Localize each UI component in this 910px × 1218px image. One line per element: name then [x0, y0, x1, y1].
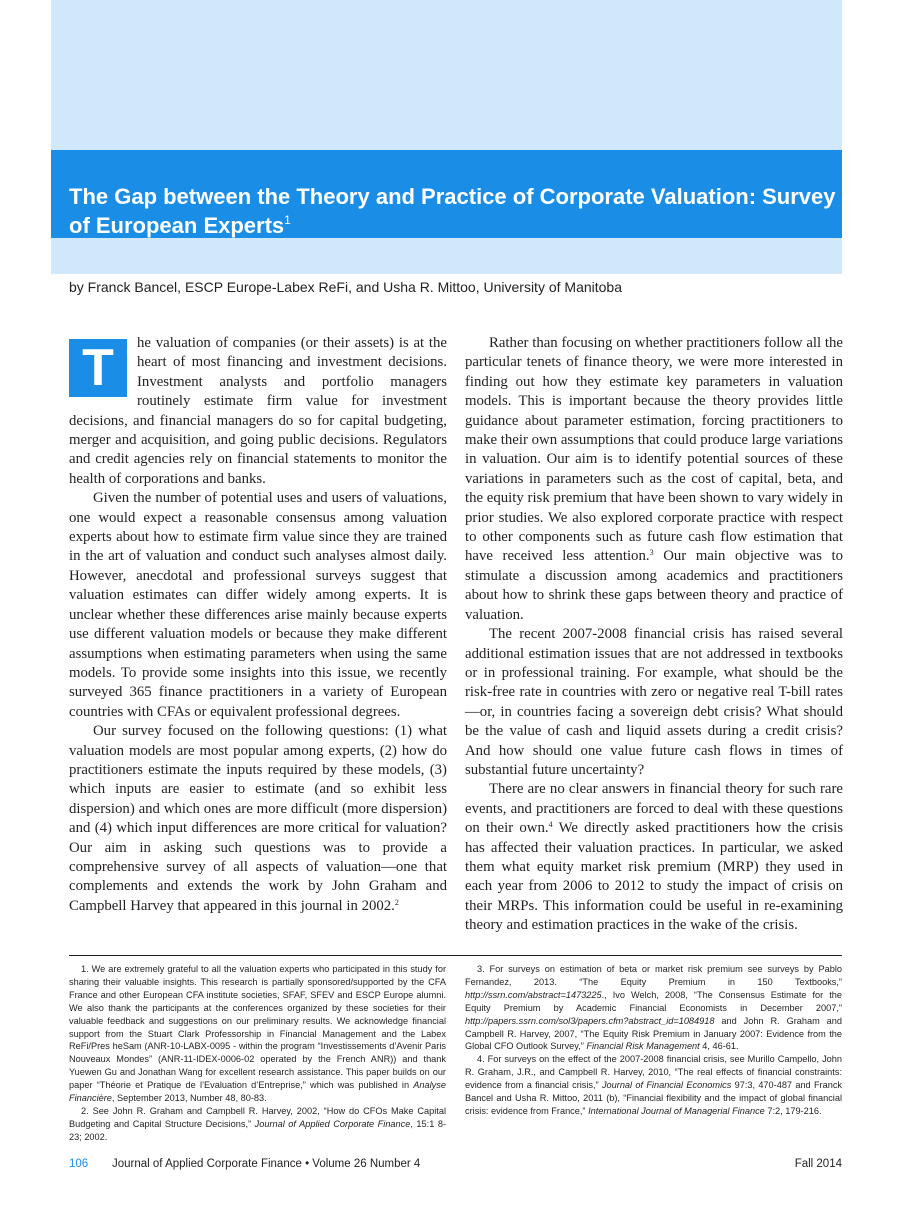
title-lower-band [51, 238, 842, 274]
journal-name: International Journal of Managerial Finance [588, 1105, 765, 1116]
footnote-text: 3. For surveys on estimation of beta or market risk premium see surveys by Pablo Fernandez, 2013. “The Equity Premium in 150 Textbooks,” [465, 964, 842, 987]
article-title [69, 182, 839, 240]
byline: by Franck Bancel, ESCP Europe-Labex ReFi, and Usha R. Mittoo, University of Manitoba [69, 279, 622, 295]
paragraph-text: Our survey focused on the following questions: (1) what valuation models are most popular among experts, (2) how do practitioners estimate the inputs required by these models, (3) which inputs are easier to estimate (and so exhibit less dispersion) and which ones are more difficult (more dispersion) and (4) which input differences are more critical for valuation? Our aim in asking such questions was to provide a comprehensive survey of all aspects of valuation—one that complements and extends the work by John Graham and Campbell Harvey that appeared in this journal in 2002. [69, 723, 447, 914]
footnote-text: 97:3, 470-487 and Franck Bancel and Usha R. Mittoo, 2011 (b), “Financial flexibility and the impact of global financial crisis: evidence from France,” [465, 1080, 843, 1116]
footnote-text: , 15:1 8-23; 2002. [69, 1118, 446, 1142]
footnote-4 [465, 1053, 842, 1118]
footnote-text: 7:2, 179-216. [767, 1105, 822, 1116]
footnote-link[interactable]: http://ssrn.com/abstract=1473225 [465, 989, 602, 1000]
paragraph-text: he valuation of companies (or their assets) is at the heart of most financing and investment decisions. Investment analysts and portfolio managers routinely estimate firm value for investment decisions, and financial managers do so for capital budgeting, merger and acquisition, and going public decisions. Regulators and credit agencies rely on financial statements to monitor the health of corporations and banks. [69, 335, 447, 487]
paragraph-text: We directly asked practitioners how the crisis has affected their valuation practices. In particular, we asked them what equity market risk premium (MRP) they used in each year from 2006 to 2012 to study the impact of crisis on their MRPs. This information could be useful in re-examining theory and estimation practices in the wake of the crisis. [465, 820, 843, 934]
paragraph-text: There are no clear answers in financial theory for such rare events, and practitioners are forced to deal with these questions on their own. [465, 781, 843, 837]
footnote-text: 1. We are extremely grateful to all the valuation experts who participated in this study for sharing their valuable insights. This research is partially sponsored/supported by the CFA France and other European CFA institute societies, SFAF, SFEV and ESCP Europe alumni. We also thank the participants at the conferences organized by these societies for their valuable feedback and suggestions on our preliminary results. We acknowledge financial support from the Stuart Clark Professorship in Financial Management and the Labex ReFi/Pres heSam (ANR-10-LABX-0095 - within the program “Investissements d’Avenir Paris Nouveaux Mondes” (ANR-11-IDEX-0006-02 operated by the French ANR)) and thank Yuewen Gu and Jonathan Wang for excellent research assistance. This paper builds on our paper “Théorie et Pratique de l’Evaluation d’Entreprise,” which was published in [69, 964, 446, 1091]
footnote-ref: 4 [548, 820, 553, 830]
body-paragraph: Given the number of potential uses and users of valuations, one would expect a reasonable consensus among valuation experts about how to estimate firm value since they are trained in the art of valuation and conduct such analyses almost daily. However, anecdotal and professional surveys suggest that valuation estimates can differ widely among experts. It is unclear whether these differences arise mainly because experts use different valuation models or because they make different assumptions when estimating parameters when using the same models. To provide some insights into this issue, we recently surveyed 365 finance practitioners in a variety of European countries with CFAs or equivalent professional degrees. [69, 490, 447, 720]
journal-name: Journal of Financial Economics [601, 1080, 732, 1091]
body-paragraph [69, 334, 447, 489]
footnote-divider [69, 955, 842, 956]
footnote-text: and John R. Graham and Campbell R. Harvey, 2007, “The Equity Risk Premium in January 2007: Evidence from the Global CFO Outlook Survey,” [465, 1015, 842, 1052]
paragraph-text: Rather than focusing on whether practitioners follow all the particular tenets of finance theory, we were more interested in finding out how they estimate key parameters in valuation models. This is important because the theory provides little guidance about parameter estimation, forcing practitioners to make their own assumptions that could produce large variations in valuation. Our aim is to identify potential sources of these variations in parameters such as the cost of capital, beta, and the equity risk premium that have been shown to vary widely in prior studies. We also explored corporate practice with respect to other components such as future cash flow estimation that have received less attention. [465, 335, 843, 565]
footnote-link[interactable]: http://papers.ssrn.com/sol3/papers.cfm?abstract_id=1084918 [465, 1015, 715, 1026]
footnote-text: ., Ivo Welch, 2008, “The Consensus Estimate for the Equity Premium by Academic Financial Economists in December 2007,” [465, 989, 842, 1013]
journal-name: Journal of Applied Corporate Finance [254, 1118, 411, 1129]
journal-name: Financial Risk Management [586, 1041, 700, 1052]
footnote-3 [465, 963, 842, 1053]
footnote-ref: 3 [649, 548, 654, 558]
issue-season: Fall 2014 [794, 1158, 842, 1170]
footnote-2 [69, 1105, 446, 1144]
title-footnote-mark: 1 [284, 213, 291, 227]
body-paragraph [465, 334, 843, 625]
footnote-text: 4. For surveys on the effect of the 2007-2008 financial crisis, see Murillo Campello, John R. Graham, J.R., and Campbell R. Harvey, 2010, “The real effects of financial constraints: evidence from a financial crisis,” [465, 1054, 842, 1091]
footnotes-left [69, 963, 446, 1144]
journal-name: Analyse Financière [69, 1080, 446, 1104]
article-title-text: The Gap between the Theory and Practice of Corporate Valuation: Survey of European Experts [69, 184, 836, 238]
body-column-left [69, 334, 447, 916]
body-paragraph: The recent 2007-2008 financial crisis has raised several additional estimation issues that are not addressed in textbooks or in professional training. For example, what should be the risk-free rate in countries with zero or negative real T-bill rates—or, in countries facing a sovereign debt crisis? What should be the value of cash and liquid assets during a credit crisis? And how should one value future cash flows in times of substantial future uncertainty? [465, 626, 843, 778]
footnote-text: , September 2013, Number 48, 80-83. [111, 1093, 267, 1104]
body-paragraph [69, 722, 447, 916]
footnote-text: 2. See John R. Graham and Campbell R. Harvey, 2002, “How do CFOs Make Capital Budgeting and Capital Structure Decisions,” [69, 1105, 446, 1129]
body-paragraph [465, 780, 843, 935]
drop-cap: T [69, 339, 127, 397]
footnote-1 [69, 963, 446, 1105]
page-number: 106 [69, 1158, 89, 1170]
footnotes-right [465, 963, 842, 1118]
body-column-right [465, 334, 843, 936]
paragraph-text: Our main objective was to stimulate a discussion among academics and practitioners about how to shrink these gaps between theory and practice of valuation. [465, 548, 843, 623]
footnote-text: 4, 46-61. [702, 1041, 739, 1052]
journal-info: Journal of Applied Corporate Finance • Volume 26 Number 4 [112, 1158, 421, 1170]
footnote-ref: 2 [394, 897, 399, 907]
header-light-band [51, 0, 842, 150]
